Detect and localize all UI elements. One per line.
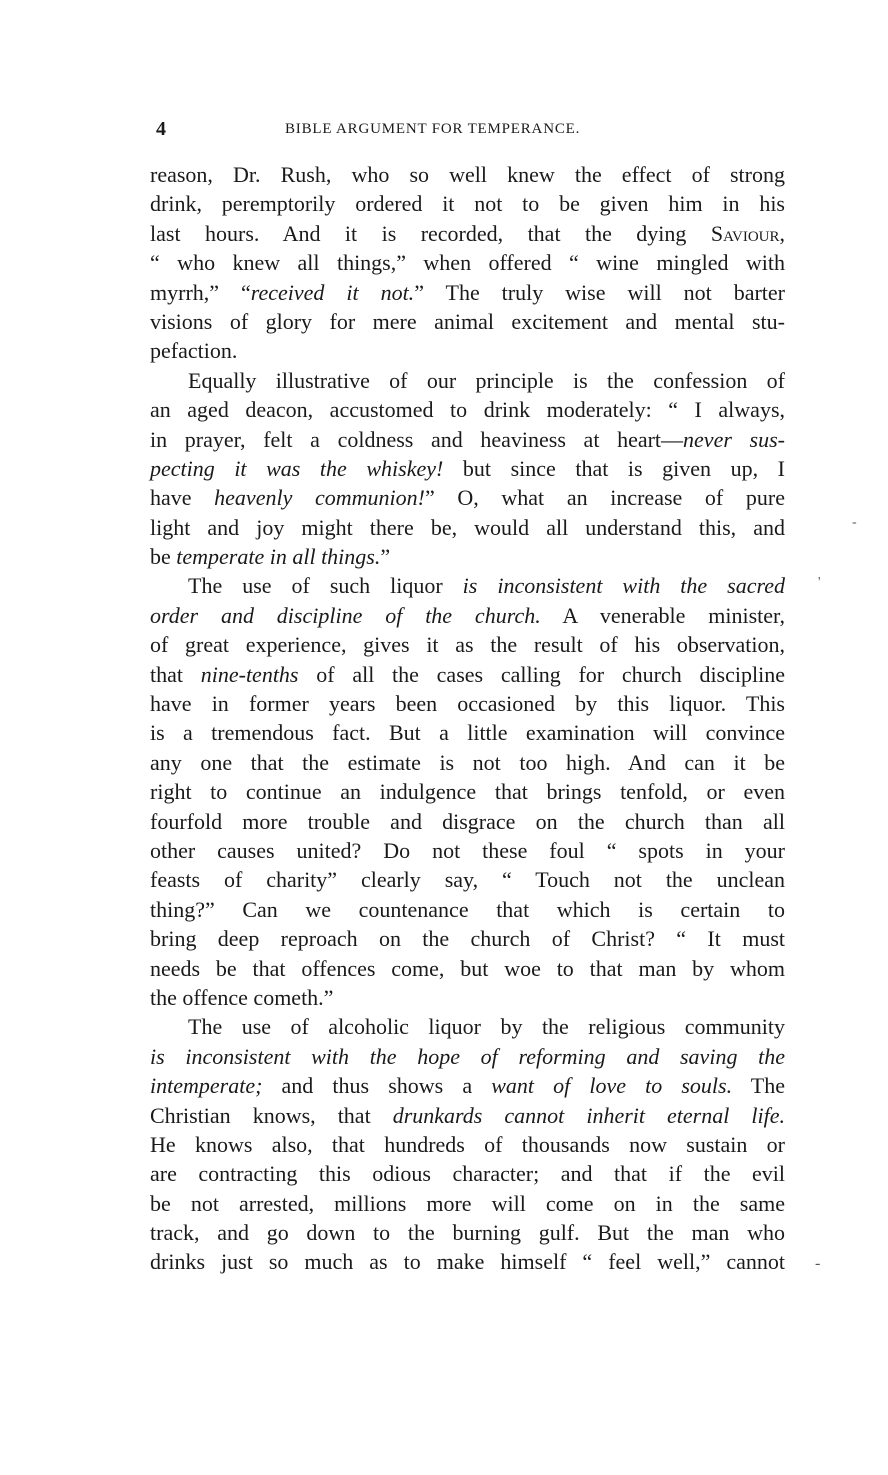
text-line: bring deep reproach on the church of Christ? “ It must	[150, 926, 785, 952]
margin-mark: -	[815, 1255, 821, 1272]
text-line: track, and go down to the burning gulf. But the man who	[150, 1220, 785, 1246]
text-line: drink, peremptorily ordered it not to be given him in his	[150, 191, 785, 217]
text-line: Christian knows, that drunkards cannot inherit eternal life.	[150, 1102, 785, 1128]
text-line: have in former years been occasioned by this liquor. This	[150, 691, 785, 717]
text-line: an aged deacon, accustomed to drink moderately: “ I always,	[150, 397, 785, 423]
text-line: fourfold more trouble and disgrace on the church than all	[150, 808, 785, 834]
text-line: in prayer, felt a coldness and heaviness at heart—never sus-	[150, 426, 785, 452]
text-line: pecting it was the whiskey! but since that is given up, I	[150, 455, 786, 481]
text-line: is a tremendous fact. But a little examination will convince	[150, 720, 785, 746]
text-line: He knows also, that hundreds of thousands now sustain or	[150, 1131, 785, 1157]
text-line: feasts of charity” clearly say, “ Touch not the unclean	[150, 867, 785, 893]
margin-mark: '	[818, 575, 821, 590]
text-line: of great experience, gives it as the result of his observation,	[150, 632, 785, 658]
text-line: are contracting this odious character; and that if the evil	[150, 1161, 785, 1187]
text-line: The use of such liquor is inconsistent with the sacred	[188, 573, 786, 599]
text-line: that nine-tenths of all the cases calling for church discipline	[150, 661, 785, 687]
text-line: is inconsistent with the hope of reforming and saving the	[150, 1043, 785, 1069]
text-line: light and joy might there be, would all understand this, and	[150, 514, 785, 540]
text-line: be temperate in all things.”	[150, 544, 391, 570]
text-line: pefaction.	[150, 338, 238, 364]
text-line: the offence cometh.”	[150, 984, 334, 1010]
text-line: intemperate; and thus shows a want of love to souls. The	[150, 1073, 786, 1099]
text-line: myrrh,” “received it not.” The truly wise will not barter	[150, 279, 785, 305]
text-line: have heavenly communion!” O, what an increase of pure	[150, 485, 785, 511]
text-line: needs be that offences come, but woe to that man by whom	[150, 955, 785, 981]
text-line: thing?” Can we countenance that which is certain to	[150, 896, 785, 922]
page-header	[150, 118, 790, 140]
page-number: 4	[156, 118, 166, 140]
text-line: right to continue an indulgence that brings tenfold, or even	[150, 779, 785, 805]
text-line: order and discipline of the church. A venerable minister,	[150, 602, 785, 628]
text-line: visions of glory for mere animal excitement and mental stu-	[150, 308, 785, 334]
text-line: The use of alcoholic liquor by the religious community	[188, 1014, 785, 1040]
margin-mark: -	[852, 515, 857, 530]
text-line: reason, Dr. Rush, who so well knew the effect of strong	[150, 162, 785, 187]
body-text	[150, 160, 785, 1277]
text-line: last hours. And it is recorded, that the dying Saviour,	[150, 220, 785, 246]
text-line: “ who knew all things,” when offered “ wine mingled with	[150, 250, 785, 276]
text-line: Equally illustrative of our principle is the confession of	[188, 367, 785, 393]
text-line: other causes united? Do not these foul “ spots in your	[150, 837, 785, 863]
text-line: any one that the estimate is not too high. And can it be	[150, 749, 785, 775]
text-line: drinks just so much as to make himself “ feel well,” cannot	[150, 1249, 785, 1275]
running-title: BIBLE ARGUMENT FOR TEMPERANCE.	[285, 121, 581, 137]
text-line: be not arrested, millions more will come on in the same	[150, 1190, 785, 1216]
